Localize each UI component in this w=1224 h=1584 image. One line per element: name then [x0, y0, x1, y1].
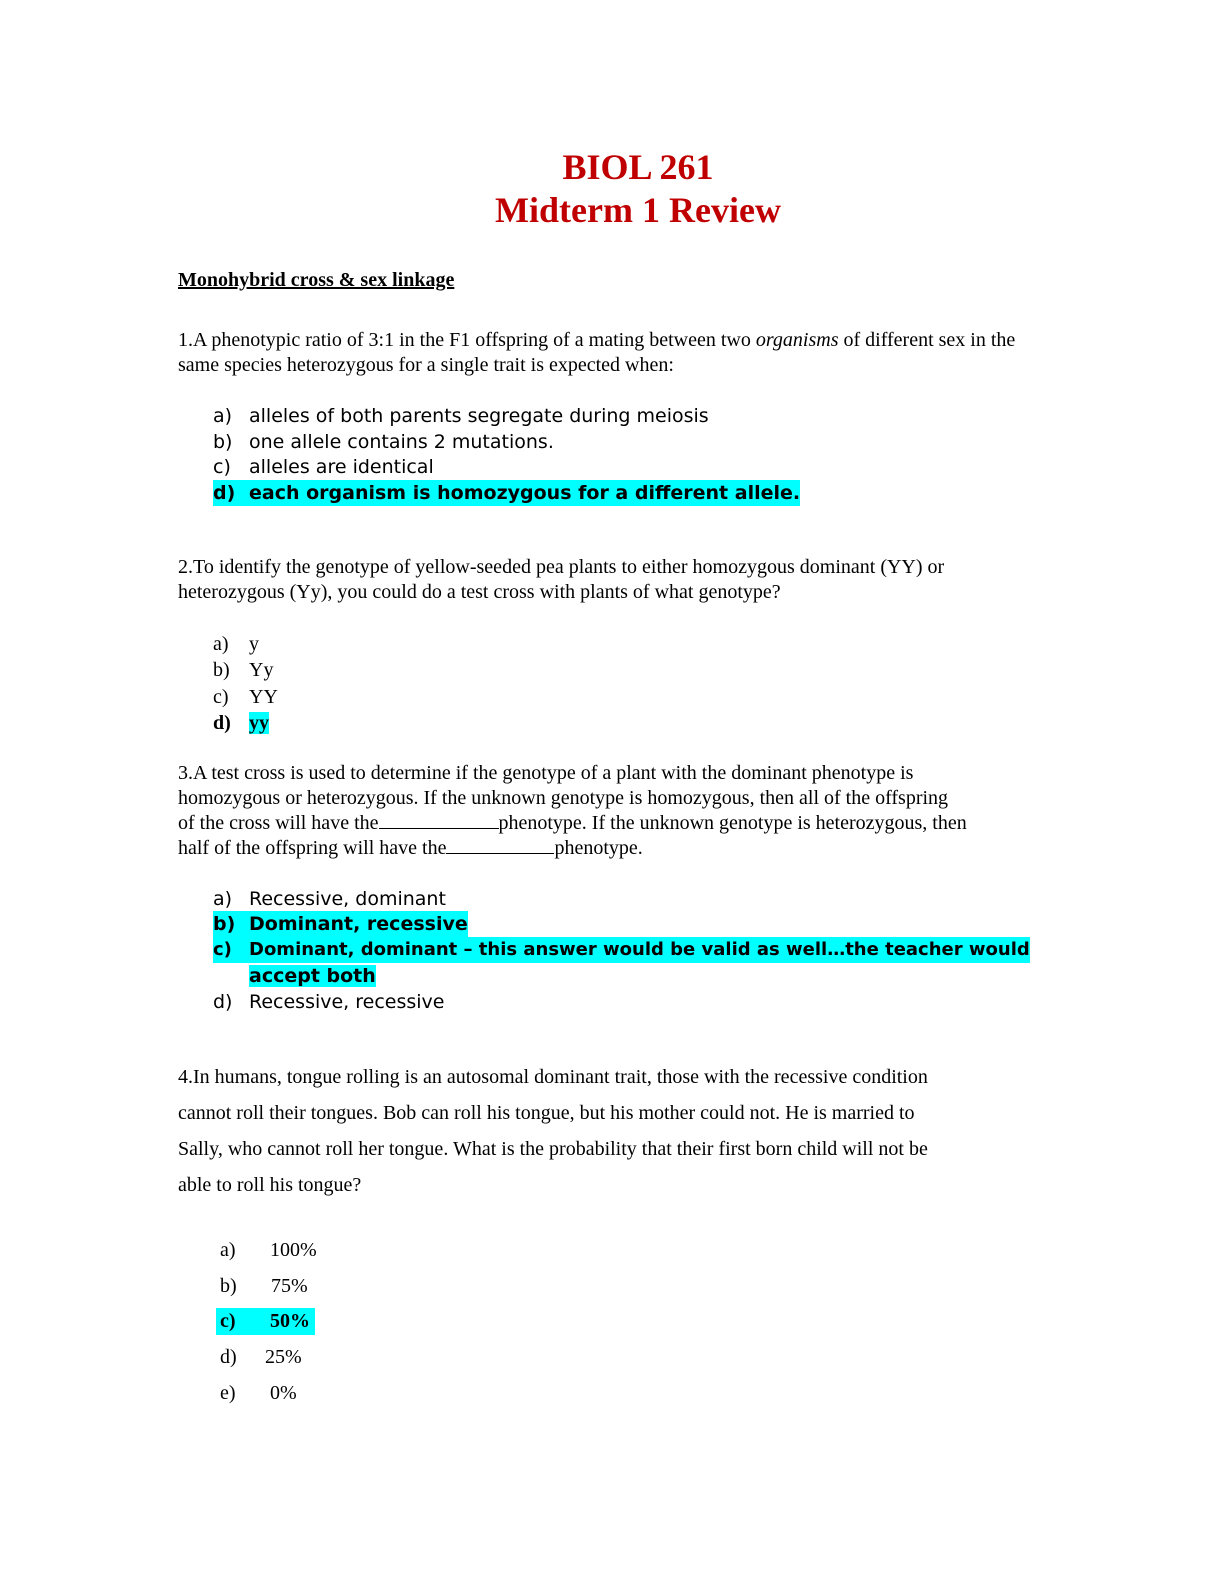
- option-text: Dominant, dominant – this answer would be valid as well…the teacher would: [249, 939, 1030, 960]
- option-letter: d): [213, 712, 231, 734]
- q2-option-c[interactable]: [213, 684, 278, 710]
- question-3-line: [178, 836, 1058, 861]
- option-text: Recessive, dominant: [249, 888, 446, 910]
- question-4-line: cannot roll their tongues. Bob can roll his tongue, but his mother could not. He is married to: [178, 1102, 915, 1124]
- q1-option-b[interactable]: [213, 429, 554, 455]
- question-1-text: [178, 328, 1038, 378]
- question-4-line: [178, 1059, 1038, 1095]
- option-letter: c): [220, 1310, 236, 1332]
- question-text-part: phenotype. If the unknown genotype is heterozygous, then: [498, 812, 967, 834]
- option-text: Recessive, recessive: [249, 991, 445, 1013]
- option-letter: a): [220, 1239, 236, 1261]
- option-text: 50%: [270, 1310, 310, 1332]
- question-number: 3.: [178, 762, 193, 784]
- page-title-line2: Midterm 1 Review: [495, 190, 781, 230]
- option-text: 25%: [265, 1346, 302, 1368]
- q4-option-a[interactable]: [220, 1237, 330, 1263]
- option-letter: c): [213, 456, 231, 478]
- answer-blank[interactable]: [379, 812, 499, 829]
- q4-option-b[interactable]: [220, 1273, 330, 1299]
- q3-option-d[interactable]: [213, 989, 445, 1015]
- q3-option-b-correct[interactable]: [213, 911, 468, 937]
- option-letter: b): [220, 1275, 237, 1297]
- question-3-line: [178, 761, 1058, 786]
- question-text-part: phenotype.: [554, 837, 643, 859]
- option-letter: c): [213, 686, 229, 708]
- q3-option-a[interactable]: [213, 886, 446, 912]
- option-text: 100%: [270, 1239, 317, 1261]
- question-4-line: Sally, who cannot roll her tongue. What is the probability that their first born child will not be: [178, 1138, 928, 1160]
- question-3-line: homozygous or heterozygous. If the unknown genotype is homozygous, then all of the offspring: [178, 787, 949, 809]
- question-text-part: To identify the genotype of yellow-seeded pea plants to either homozygous dominant (YY) or heterozygous (Yy), you could do a test cross with plants of what genotype?: [178, 556, 945, 603]
- question-text-part: of different sex in the same species heterozygous for a single trait is expected when:: [178, 329, 1016, 376]
- option-letter: b): [213, 913, 236, 935]
- question-2-text: [178, 555, 1038, 605]
- question-4-text: [178, 1059, 1038, 1203]
- q2-option-d-correct[interactable]: [213, 710, 269, 736]
- option-letter: a): [213, 888, 233, 910]
- option-letter: d): [213, 991, 233, 1013]
- option-letter: b): [213, 659, 230, 681]
- question-text-part: A test cross is used to determine if the genotype of a plant with the dominant phenotype is: [193, 762, 914, 784]
- q4-option-d[interactable]: [220, 1344, 330, 1370]
- question-3-line: [178, 811, 1058, 836]
- option-letter: d): [213, 482, 236, 504]
- question-text-part: of the cross will have the: [178, 812, 379, 834]
- option-text: alleles are identical: [249, 456, 434, 478]
- option-text: Yy: [249, 659, 274, 681]
- option-text: yy: [249, 712, 269, 734]
- option-text: y: [249, 633, 259, 655]
- option-text: each organism is homozygous for a different allele.: [249, 482, 801, 504]
- option-letter: c): [213, 939, 232, 960]
- q4-option-c-correct[interactable]: [220, 1308, 330, 1334]
- option-letter: d): [220, 1346, 237, 1368]
- question-number: 1.: [178, 329, 193, 351]
- option-text: 75%: [271, 1275, 308, 1297]
- option-text: one allele contains 2 mutations.: [249, 431, 554, 453]
- q1-option-c[interactable]: [213, 454, 434, 480]
- option-text: alleles of both parents segregate during meiosis: [249, 405, 709, 427]
- option-letter: b): [213, 431, 233, 453]
- answer-blank[interactable]: [446, 837, 554, 854]
- page-title-line1: BIOL 261: [562, 147, 714, 187]
- q2-option-b[interactable]: [213, 657, 273, 683]
- question-3-text: [178, 761, 1058, 861]
- q2-option-a[interactable]: [213, 631, 259, 657]
- q1-option-d-correct[interactable]: [213, 480, 800, 506]
- q3-option-c-correct[interactable]: [213, 937, 1030, 963]
- question-text-part: A phenotypic ratio of 3:1 in the F1 offspring of a mating between two: [193, 329, 756, 351]
- question-4-line: able to roll his tongue?: [178, 1174, 362, 1196]
- question-number: 2.: [178, 556, 193, 578]
- option-text: YY: [249, 686, 278, 708]
- option-text: 0%: [270, 1382, 297, 1404]
- q4-option-e[interactable]: [220, 1380, 330, 1406]
- section-heading: Monohybrid cross & sex linkage: [178, 269, 455, 291]
- question-text-part: In humans, tongue rolling is an autosomal dominant trait, those with the recessive condition: [193, 1066, 928, 1088]
- option-letter: a): [213, 633, 229, 655]
- q3-option-c-continued: [213, 963, 376, 989]
- option-text: Dominant, recessive: [249, 913, 468, 935]
- question-text-part: half of the offspring will have the: [178, 837, 447, 859]
- q1-option-a[interactable]: [213, 403, 709, 429]
- question-text-italic: organisms: [755, 329, 839, 351]
- question-number: 4.: [178, 1066, 193, 1088]
- option-letter: e): [220, 1382, 236, 1404]
- option-letter: a): [213, 405, 233, 427]
- option-text: accept both: [249, 965, 376, 987]
